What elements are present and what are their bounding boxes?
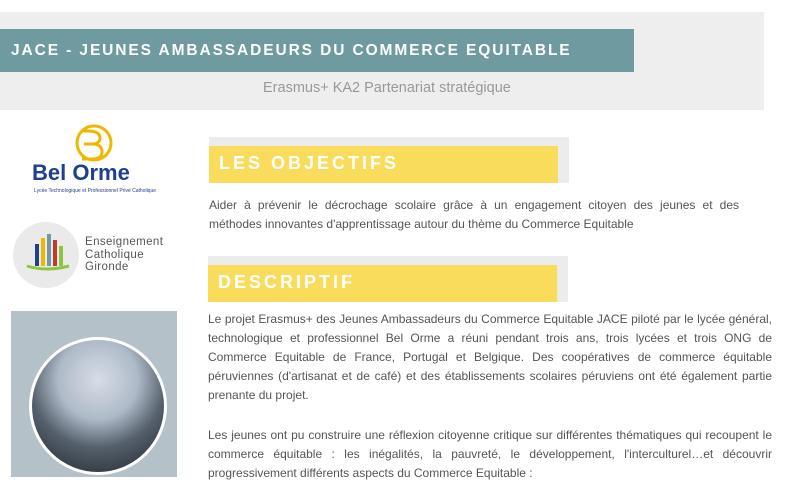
eca-line3: Gironde xyxy=(85,261,129,273)
eca-line1: Enseignement xyxy=(85,236,164,248)
eca-line2: Catholique xyxy=(85,248,144,261)
page-title: JACE - JEUNES AMBASSADEURS DU COMMERCE EQUITABLE xyxy=(11,42,572,59)
bel-orme-emblem-icon xyxy=(30,123,160,195)
objectifs-text: Aider à prévenir le décrochage scolaire grâce à un engagement citoyen des jeunes et des méthodes innovantes d'apprentissage autour du thème du Commerce Equitable xyxy=(209,198,739,231)
objectifs-heading: LES OBJECTIFS xyxy=(219,153,400,173)
eca-emblem-icon xyxy=(13,222,79,288)
descriptif-paragraph-1: Le projet Erasmus+ des Jeunes Ambassadeurs du Commerce Equitable JACE piloté par le lycée général, technologique et professionnel Bel Orme a réuni pendant trois ans, trois lycées et trois ONG de Commerce Equitable de France, Portugal et Belgique. Des coopératives de commerce équitable péruviennes (d'artisanat et de café) et des établissements scolaires péruviens ont été également partie prenante du projet. xyxy=(208,312,772,402)
bel-orme-name: Bel Orme xyxy=(32,160,130,185)
enseignement-catholique-logo xyxy=(13,222,188,290)
descriptif-paragraph-2: Les jeunes ont pu construire une réflexion citoyenne critique sur différentes thématiques qui recoupent le commerce équitable : les inégalités, la pauvreté, le développement, l'interculturel…et découvrir progressivement différents aspects du Commerce Equitable : xyxy=(208,428,772,480)
descriptif-heading: DESCRIPTIF xyxy=(218,272,356,292)
group-photo xyxy=(29,337,167,475)
bel-orme-tagline: Lycée Technologique et Professionnel Privé Catholique xyxy=(34,188,157,194)
page-subtitle: Erasmus+ KA2 Partenariat stratégique xyxy=(263,80,511,96)
bel-orme-logo xyxy=(30,123,160,195)
eca-text xyxy=(85,236,163,274)
photo-frame xyxy=(11,311,177,477)
